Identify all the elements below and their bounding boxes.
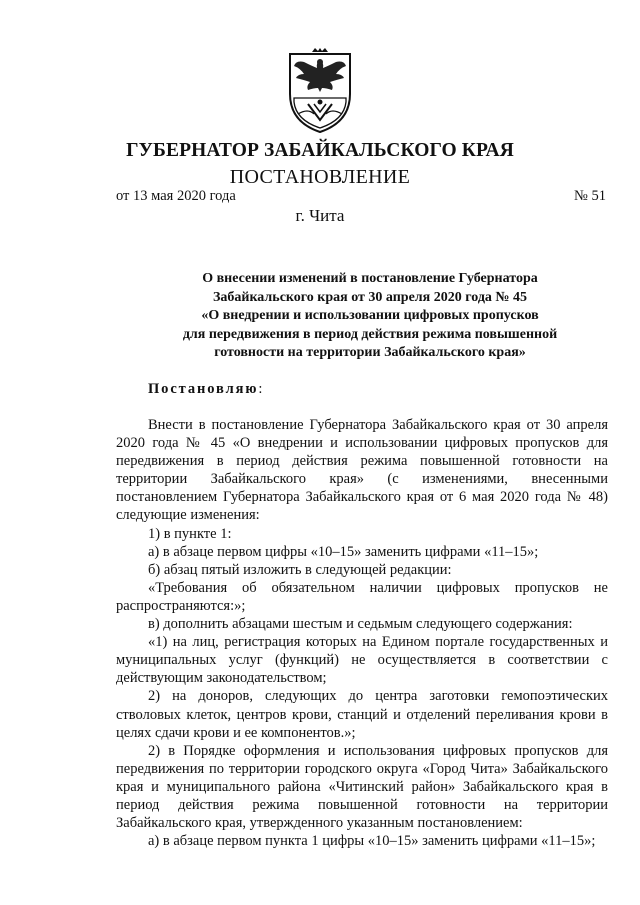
title-line: «О внедрении и использовании цифровых пропусков (201, 308, 539, 323)
body-paragraph: 2) на доноров, следующих до центра заготовки гемопоэтических стволовых клеток, центров крови, станций и отделений переливания крови в целях сдачи крови и ее компонентов.»; (116, 688, 608, 741)
document-body (116, 416, 608, 850)
body-paragraph: «Требования об обязательном наличии цифровых пропусков не распространяются:»; (116, 579, 608, 614)
resolve-word: Постановляю (148, 381, 259, 397)
body-paragraph: 2) в Порядке оформления и использования цифровых пропусков для передвижения по территории городского округа «Город Чита» Забайкальского края и муниципального района «Читинский район» Забайкальского края в период действия режима повышенной готовности на территории Забайкальского края, утвержденного указанным постановлением: (116, 742, 608, 832)
title-line: Забайкальского края от 30 апреля 2020 года № 45 (213, 289, 527, 305)
document-date: от 13 мая 2020 года (116, 188, 236, 204)
title-line: для передвижения в период действия режима повышенной (182, 326, 558, 342)
organization-title: ГУБЕРНАТОР ЗАБАЙКАЛЬСКОГО КРАЯ (126, 140, 514, 161)
document-title (160, 270, 580, 363)
document-city: г. Чита (295, 206, 345, 225)
resolve-colon: : (258, 381, 263, 397)
body-paragraph: Внести в постановление Губернатора Забайкальского края от 30 апреля 2020 года № 45 «О внедрении и использовании цифровых пропусков для передвижения в период действия режима повышенной готовности на территории Забайкальского края» (с изменениями, внесенными постановлением Губернатора Забайкальского края от 6 мая 2020 года № 48) следующие изменения: (116, 417, 608, 524)
body-paragraph: б) абзац пятый изложить в следующей редакции: (148, 561, 452, 578)
body-paragraph: а) в абзаце первом пункта 1 цифры «10–15» заменить цифрами «11–15»; (148, 833, 596, 850)
resolve-heading (148, 381, 262, 398)
document-type: ПОСТАНОВЛЕНИЕ (229, 166, 411, 188)
title-line: готовности на территории Забайкальского края» (214, 345, 526, 360)
document-number: № 51 (574, 188, 606, 204)
body-paragraph: в) дополнить абзацами шестым и седьмым следующего содержания: (148, 616, 573, 633)
coat-of-arms-emblem (284, 48, 356, 134)
body-paragraph: 1) в пункте 1: (148, 525, 232, 542)
body-paragraph: а) в абзаце первом цифры «10–15» заменить цифрами «11–15»; (148, 543, 539, 560)
body-paragraph: «1) на лиц, регистрация которых на Едином портале государственных и муниципальных услуг (функций) не осуществляется в соответствии с действующим законодательством; (116, 634, 608, 687)
title-line: О внесении изменений в постановление Губернатора (202, 271, 538, 286)
